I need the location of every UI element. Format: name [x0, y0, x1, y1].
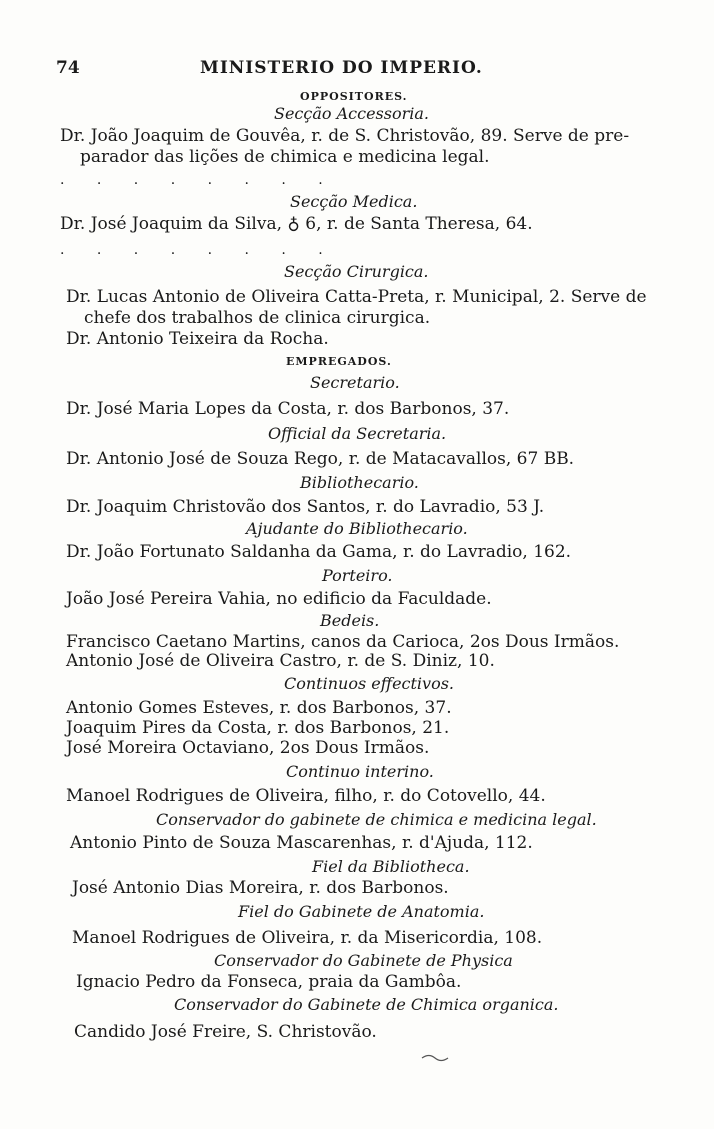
page-number: 74	[56, 58, 80, 78]
entry-manoel-filho: Manoel Rodrigues de Oliveira, filho, r. do Cotovello, 44.	[66, 786, 546, 806]
section-bedeis: Bedeis.	[320, 611, 380, 630]
entry-martins: Francisco Caetano Martins, canos da Carioca, 2os Dous Irmãos.	[66, 632, 620, 652]
section-continuo-interino: Continuo interino.	[286, 762, 434, 781]
entry-catta-line2: chefe dos trabalhos de clinica cirurgica.	[84, 308, 431, 328]
closing-flourish	[420, 1052, 450, 1062]
section-official: Official da Secretaria.	[268, 424, 447, 443]
entry-rego: Dr. Antonio José de Souza Rego, r. de Matacavallos, 67 BB.	[66, 449, 575, 469]
section-continuos: Continuos effectivos.	[284, 674, 455, 693]
entry-pires: Joaquim Pires da Costa, r. dos Barbonos, 21.	[66, 718, 450, 738]
entry-silva-name: Dr. José Joaquim da Silva,	[60, 214, 282, 234]
section-conservador-chimica-legal: Conservador do gabinete de chimica e medicina legal.	[156, 810, 597, 829]
section-oppositores: OPPOSITORES.	[300, 90, 408, 103]
entry-saldanha: Dr. João Fortunato Saldanha da Gama, r. do Lavradio, 162.	[66, 542, 572, 562]
entry-castro: Antonio José de Oliveira Castro, r. de S. Diniz, 10.	[66, 651, 495, 671]
section-fiel-anatomia: Fiel do Gabinete de Anatomia.	[238, 902, 485, 921]
entry-gouvea-line1: Dr. João Joaquim de Gouvêa, r. de S. Christovão, 89. Serve de pre-	[60, 126, 630, 146]
entry-esteves: Antonio Gomes Esteves, r. dos Barbonos, 37.	[66, 698, 452, 718]
section-secretario: Secretario.	[310, 373, 400, 392]
entry-moreira: José Antonio Dias Moreira, r. dos Barbonos.	[72, 878, 449, 898]
entry-silva-address: 6, r. de Santa Theresa, 64.	[305, 214, 533, 234]
ellipsis-dots: . . . . . . . .	[60, 242, 337, 258]
entry-silva	[60, 214, 533, 234]
entry-costa: Dr. José Maria Lopes da Costa, r. dos Barbonos, 37.	[66, 399, 510, 419]
entry-manoel-misericordia: Manoel Rodrigues de Oliveira, r. da Misericordia, 108.	[72, 928, 543, 948]
section-cirurgica: Secção Cirurgica.	[284, 262, 429, 281]
entry-freire: Candido José Freire, S. Christovão.	[74, 1022, 377, 1042]
order-cross-icon: ♁	[287, 214, 300, 234]
section-medica: Secção Medica.	[290, 192, 418, 211]
entry-octaviano: José Moreira Octaviano, 2os Dous Irmãos.	[66, 738, 430, 758]
section-ajudante: Ajudante do Bibliothecario.	[246, 519, 468, 538]
section-conservador-physica: Conservador do Gabinete de Physica	[214, 951, 513, 970]
entry-mascarenhas: Antonio Pinto de Souza Mascarenhas, r. d'Ajuda, 112.	[70, 833, 533, 853]
entry-santos: Dr. Joaquim Christovão dos Santos, r. do Lavradio, 53 J.	[66, 497, 545, 517]
ellipsis-dots: . . . . . . . .	[60, 172, 337, 188]
entry-catta-line1: Dr. Lucas Antonio de Oliveira Catta-Preta, r. Municipal, 2. Serve de	[66, 287, 647, 307]
section-bibliothecario: Bibliothecario.	[300, 473, 419, 492]
section-porteiro: Porteiro.	[322, 566, 393, 585]
entry-rocha: Dr. Antonio Teixeira da Rocha.	[66, 329, 329, 349]
section-empregados: EMPREGADOS.	[286, 355, 392, 368]
section-accessoria: Secção Accessoria.	[274, 104, 429, 123]
running-title: MINISTERIO DO IMPERIO.	[200, 58, 483, 78]
section-fiel-bibliotheca: Fiel da Bibliotheca.	[312, 857, 470, 876]
entry-fonseca: Ignacio Pedro da Fonseca, praia da Gambôa.	[76, 972, 462, 992]
section-conservador-chimica-organica: Conservador do Gabinete de Chimica organica.	[174, 995, 559, 1014]
entry-vahia: João José Pereira Vahia, no edificio da Faculdade.	[66, 589, 492, 609]
entry-gouvea-line2: parador das lições de chimica e medicina legal.	[80, 147, 490, 167]
